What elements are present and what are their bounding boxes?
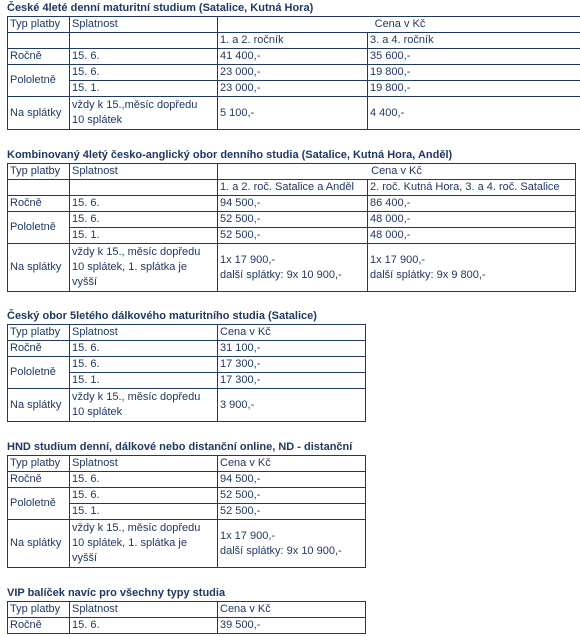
header-due-date: Splatnost: [70, 602, 218, 618]
table-row: [8, 65, 580, 81]
header-price: Cena v Kč: [218, 325, 366, 341]
due-date: 15. 1.: [70, 504, 218, 520]
table-row: [8, 618, 366, 634]
payment-type: Pololetně: [8, 212, 70, 244]
table-row: [8, 325, 366, 341]
payment-type: Ročně: [8, 618, 70, 634]
due-date: vždy k 15.,měsíc dopředu 10 splátek: [70, 97, 218, 130]
table-row: [8, 17, 580, 33]
due-date: vždy k 15., měsíc dopředu 10 splátek, 1. splátka je vyšší: [70, 520, 218, 568]
price-cell: 41 400,-: [218, 49, 368, 65]
price-cell: 17 300,-: [218, 357, 366, 373]
payment-type: Pololetně: [8, 65, 70, 97]
price-cell: 3 900,-: [218, 389, 366, 422]
payment-type: Pololetně: [8, 488, 70, 520]
fee-table: [7, 16, 580, 130]
price-cell: 1x 17 900,- další splátky: 9x 10 900,-: [218, 244, 368, 292]
header-payment-type: Typ platby: [8, 17, 70, 33]
section-combined-4year: [7, 148, 576, 292]
price-cell: 4 400,-: [368, 97, 580, 130]
due-date: vždy k 15., měsíc dopředu 10 splátek, 1. splátka je vyšší: [70, 244, 218, 292]
price-cell: 94 500,-: [218, 196, 368, 212]
header-due-date: Splatnost: [70, 456, 218, 472]
fee-table: [7, 455, 366, 568]
price-cell: 52 500,-: [218, 212, 368, 228]
header-price: Cena v Kč: [218, 456, 366, 472]
header-due-date: Splatnost: [70, 164, 218, 180]
section-title: České 4leté denní maturitní studium (Satalice, Kutná Hora): [7, 2, 314, 14]
table-row: [8, 472, 366, 488]
price-cell: 1x 17 900,- další splátky: 9x 10 900,-: [218, 520, 366, 568]
header-price: Cena v Kč: [218, 17, 580, 33]
table-row: [8, 520, 366, 568]
section-vip-package: [7, 586, 366, 634]
header-payment-type: Typ platby: [8, 456, 70, 472]
fee-table: [7, 163, 576, 292]
price-cell: 52 500,-: [218, 504, 366, 520]
table-row: [8, 488, 366, 504]
header-col-1: 1. a 2. ročník: [218, 33, 368, 49]
price-cell: 39 500,-: [218, 618, 366, 634]
table-row: [8, 180, 576, 196]
header-payment-type: Typ platby: [8, 325, 70, 341]
section-hnd-study: [7, 440, 366, 568]
table-row: [8, 456, 366, 472]
price-cell: 48 000,-: [368, 228, 576, 244]
payment-type: Ročně: [8, 341, 70, 357]
header-due-date: Splatnost: [70, 325, 218, 341]
table-row: [8, 97, 580, 130]
header-payment-type: Typ platby: [8, 164, 70, 180]
due-date: 15. 6.: [70, 618, 218, 634]
due-date: 15. 1.: [70, 81, 218, 97]
price-cell: 19 800,-: [368, 65, 580, 81]
table-row: [8, 341, 366, 357]
header-col-2: 3. a 4. ročník: [368, 33, 580, 49]
due-date: 15. 6.: [70, 65, 218, 81]
payment-type: Na splátky: [8, 244, 70, 292]
price-cell: 19 800,-: [368, 81, 580, 97]
header-due-date: Splatnost: [70, 17, 218, 33]
header-col-1: 1. a 2. roč. Satalice a Anděl: [218, 180, 368, 196]
header-price: Cena v Kč: [218, 164, 576, 180]
table-row: [8, 602, 366, 618]
due-date: 15. 6.: [70, 49, 218, 65]
due-date: 15. 6.: [70, 212, 218, 228]
price-cell: 52 500,-: [218, 228, 368, 244]
payment-type: Ročně: [8, 472, 70, 488]
header-col-2: 2. roč. Kutná Hora, 3. a 4. roč. Satalice: [368, 180, 576, 196]
section-title: HND studium denní, dálkové nebo distanční online, ND - distanční: [7, 441, 353, 453]
table-row: [8, 81, 580, 97]
price-cell: 31 100,-: [218, 341, 366, 357]
section-title: Kombinovaný 4letý česko-anglický obor denního studia (Satalice, Kutná Hora, Anděl): [7, 149, 453, 161]
due-date: 15. 6.: [70, 341, 218, 357]
price-cell: 17 300,-: [218, 373, 366, 389]
price-cell: 23 000,-: [218, 81, 368, 97]
payment-type: Ročně: [8, 196, 70, 212]
table-row: [8, 244, 576, 292]
due-date: 15. 6.: [70, 196, 218, 212]
table-row: [8, 196, 576, 212]
header-payment-type: Typ platby: [8, 602, 70, 618]
price-cell: 94 500,-: [218, 472, 366, 488]
table-row: [8, 228, 576, 244]
payment-type: Pololetně: [8, 357, 70, 389]
price-cell: 23 000,-: [218, 65, 368, 81]
table-row: [8, 212, 576, 228]
table-row: [8, 164, 576, 180]
fee-table: [7, 601, 366, 634]
price-cell: 48 000,-: [368, 212, 576, 228]
price-cell: 5 100,-: [218, 97, 368, 130]
price-cell: 1x 17 900,- další splátky: 9x 9 800,-: [368, 244, 576, 292]
section-czech-5year-distance: [7, 309, 366, 422]
price-cell: 86 400,-: [368, 196, 576, 212]
due-date: 15. 6.: [70, 472, 218, 488]
due-date: 15. 1.: [70, 373, 218, 389]
payment-type: Ročně: [8, 49, 70, 65]
header-price: Cena v Kč: [218, 602, 366, 618]
due-date: 15. 6.: [70, 488, 218, 504]
payment-type: Na splátky: [8, 97, 70, 130]
table-row: [8, 357, 366, 373]
section-title: VIP balíček navíc pro všechny typy studia: [7, 587, 226, 599]
price-cell: 35 600,-: [368, 49, 580, 65]
table-row: [8, 49, 580, 65]
section-czech-4year: [7, 1, 580, 130]
due-date: vždy k 15., měsíc dopředu 10 splátek: [70, 389, 218, 422]
section-title: Český obor 5letého dálkového maturitního studia (Satalice): [7, 310, 317, 322]
table-row: [8, 33, 580, 49]
due-date: 15. 6.: [70, 357, 218, 373]
table-row: [8, 389, 366, 422]
due-date: 15. 1.: [70, 228, 218, 244]
price-cell: 52 500,-: [218, 488, 366, 504]
payment-type: Na splátky: [8, 520, 70, 568]
payment-type: Na splátky: [8, 389, 70, 422]
fee-table: [7, 324, 366, 422]
